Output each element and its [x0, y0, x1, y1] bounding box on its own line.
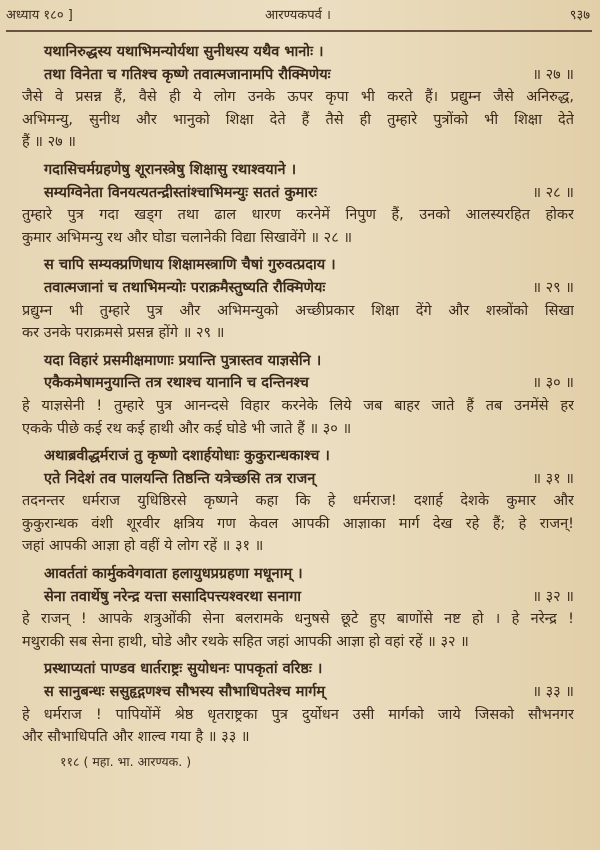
- translation-line: अभिमन्यु, सुनीथ और भानुको शिक्षा देते हैं तैसे ही तुम्हारे पुत्रोंको भी शिक्षा देते: [22, 111, 574, 128]
- page-body: [22, 36, 574, 773]
- verse-text: स चापि सम्यक्प्रणिधाय शिक्षामस्त्राणि चैषां गुरुवत्प्रदाय ।: [44, 257, 336, 274]
- verse-number: ॥ ३१ ॥: [532, 470, 574, 487]
- parva-title: आरण्यकपर्व ।: [265, 8, 331, 23]
- translation-line: हे धर्मराज ! पापियोंमें श्रेष्ठ धृतराष्ट्रका पुत्र दुर्योधन उसी मार्गको जाये जिसको सौभनगर: [22, 706, 574, 723]
- verse-text: सम्यग्विनेता विनयत्यतन्द्रीस्तांश्चाभिमन्युः सततं कुमारः: [44, 184, 317, 201]
- translation-line: तुम्हारे पुत्र गदा खड्ग तथा ढाल धारण करनेमें निपुण हैं, उनको आलस्यरहित होकर: [22, 207, 574, 224]
- verse-line: [22, 277, 574, 300]
- chapter-label: अध्याय १८० ]: [6, 8, 73, 23]
- translation-line: हे याज्ञसेनी ! तुम्हारे पुत्र आनन्दसे विहार करनेके लिये जब बाहर जाते हैं तब उनमेंसे हर: [22, 397, 574, 414]
- translation-line: और सौभाधिपति और शाल्व गया है ॥ ३३ ॥: [22, 729, 250, 746]
- verse-text: अथाब्रवीद्धर्मराजं तु कृष्णो दशार्हयोधाः कुकुरान्धकाश्च ।: [44, 448, 330, 465]
- verse-text: तवात्मजानां च तथाभिमन्योः पराक्रमैस्तुष्यति रौक्मिणेयः: [44, 279, 326, 296]
- translation-line: कुकुरान्धक वंशी शूरवीर क्षत्रिय गण केवल आपकी आज्ञाका मार्ग देख रहे हैं; हे राजन्!: [22, 515, 574, 532]
- verse-number: ॥ २७ ॥: [532, 66, 574, 83]
- verse-text: तथा विनेता च गतिश्च कृष्णे तवात्मजानामपि रौक्मिणेयः: [44, 66, 331, 83]
- translation-line: जहां आपकी आज्ञा हो वहीं ये लोग रहें ॥ ३१ ॥: [22, 538, 264, 555]
- verse-line: [22, 182, 574, 205]
- verse-text: प्रस्थाप्यतां पाण्डव धार्तराष्ट्रः सुयोधनः पापकृतां वरिष्ठः ।: [44, 661, 323, 678]
- verse-line: [22, 445, 574, 468]
- verse-text: एते निदेशं तव पालयन्ति तिष्ठन्ति यत्रेच्छसि तत्र राजन्: [44, 470, 316, 487]
- translation-line: कुमार अभिमन्यु रथ और घोडा चलानेकी विद्या सिखावेंगे ॥ २८ ॥: [22, 229, 353, 246]
- verse-text: यदा विहारं प्रसमीक्षमाणाः प्रयान्ति पुत्रास्तव याज्ञसेनि ।: [44, 352, 322, 369]
- verse-number: ॥ ३२ ॥: [532, 588, 574, 605]
- translation-line: मथुराकी सब सेना हाथी, घोडे और रथके सहित जहां आपकी आज्ञा हो वहां रहें ॥ ३२ ॥: [22, 633, 469, 650]
- translation-line: जैसे वे प्रसन्न हैं, वैसे ही ये लोग उनके ऊपर कृपा भी करते हैं। प्रद्युम्न जैसे अनिरुद्ध,: [22, 89, 574, 106]
- translation-line: हैं ॥ २७ ॥: [22, 134, 76, 151]
- verse-text: सेना तवार्थेषु नरेन्द्र यत्ता ससादिपत्त्यश्वरथा सनागा: [44, 588, 302, 605]
- verse-line: [22, 41, 574, 64]
- verse-number: ॥ ३० ॥: [532, 375, 574, 392]
- translation-line: कर उनके पराक्रमसे प्रसन्न होंगे ॥ २९ ॥: [22, 325, 225, 342]
- verse-line: [22, 254, 574, 277]
- translation-line: तदनन्तर धर्मराज युधिष्ठिरसे कृष्णने कहा कि हे धर्मराज! दशार्ह देशके कुमार और: [22, 493, 574, 510]
- translation-line: एकके पीछे कई रथ कई हाथी और कई घोडे भी जाते हैं ॥ ३० ॥: [22, 420, 352, 437]
- page-number: ९३७: [569, 8, 590, 23]
- verse-line: [22, 350, 574, 373]
- verse-line: [22, 586, 574, 609]
- verse-line: [22, 64, 574, 87]
- running-header: [6, 5, 590, 27]
- verse-text: एकैकमेषामनुयान्ति तत्र रथाश्च यानानि च दन्तिनश्च: [44, 375, 309, 392]
- verse-number: ॥ २८ ॥: [532, 184, 574, 201]
- translation-line: प्रद्युम्न भी तुम्हारे पुत्र और अभिमन्युको अच्छीप्रकार शिक्षा देंगे और शस्त्रोंको सिखा: [22, 302, 574, 319]
- verse-text: स सानुबन्धः ससुहृद्गणश्च सौभस्य सौभाधिपतेश्च मार्गम्: [44, 684, 326, 701]
- verse-number: ॥ २९ ॥: [532, 279, 574, 296]
- translation-line: हे राजन् ! आपके शत्रुओंकी सेना बलरामके धनुषसे छूटे हुए बाणोंसे नष्ट हो । हे नरेन्द्र !: [22, 611, 574, 628]
- header-rule: [6, 30, 592, 32]
- verse-text: आवर्ततां कार्मुकवेगवाता हलायुधप्रग्रहणा मधूनाम् ।: [44, 566, 303, 583]
- verse-line: [22, 372, 574, 395]
- verse-line: [22, 658, 574, 681]
- verse-line: [22, 563, 574, 586]
- signature-footer: ११८ ( महा. भा. आरण्यक. ): [60, 753, 192, 769]
- verse-number: ॥ ३३ ॥: [532, 684, 574, 701]
- verse-text: गदासिचर्मग्रहणेषु शूरानस्त्रेषु शिक्षासु रथाश्वयाने ।: [44, 161, 297, 178]
- verse-line: [22, 681, 574, 704]
- verse-line: [22, 159, 574, 182]
- verse-text: यथानिरुद्धस्य यथाभिमन्योर्यथा सुनीथस्य यथैव भानोः ।: [44, 44, 324, 60]
- verse-line: [22, 468, 574, 491]
